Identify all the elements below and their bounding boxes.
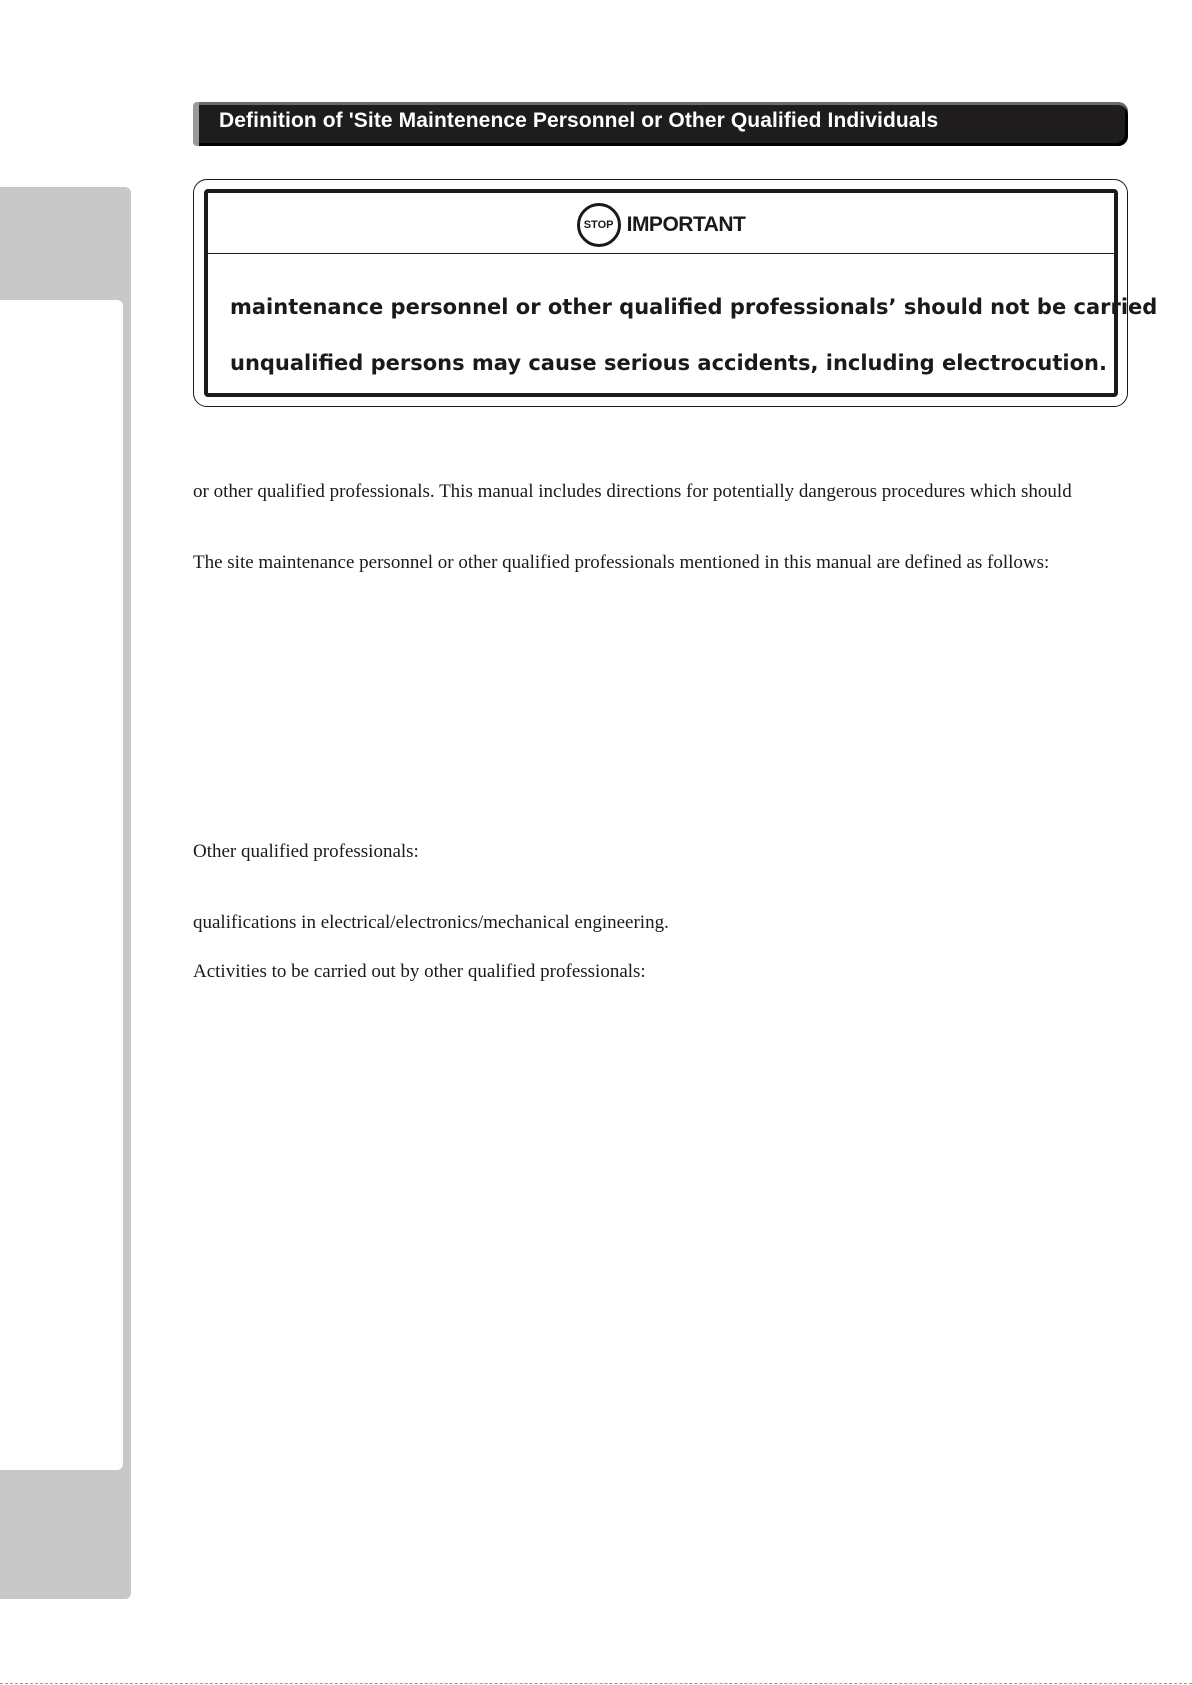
important-header	[208, 203, 1114, 247]
body-paragraph-line: qualifications in electrical/electronics/mechanical engineering.	[193, 912, 669, 933]
side-tab-cutout	[0, 300, 123, 1470]
body-paragraph-line: The site maintenance personnel or other qualified professionals mentioned in this manual are defined as follows:	[193, 552, 1050, 573]
section-heading: Definition of 'Site Maintenence Personnel or Other Qualified Individuals	[219, 109, 939, 132]
important-divider	[208, 253, 1114, 254]
section-heading-bar	[193, 102, 1128, 146]
stop-icon: STOP	[577, 203, 621, 247]
important-box	[204, 189, 1158, 397]
important-text-line: maintenance personnel or other qualified professionals’ should not be carried	[230, 295, 1158, 319]
body-paragraph-line: Activities to be carried out by other qualified professionals:	[193, 961, 646, 982]
body-paragraph-line: or other qualified professionals. This manual includes directions for potentially dangerous procedures which should	[193, 481, 1072, 502]
page-bottom-border	[0, 1683, 1192, 1684]
important-label: IMPORTANT	[626, 213, 746, 236]
important-text-line: unqualified persons may cause serious accidents, including electrocution.	[230, 351, 1107, 375]
body-paragraph-line: Other qualified professionals:	[193, 841, 419, 862]
